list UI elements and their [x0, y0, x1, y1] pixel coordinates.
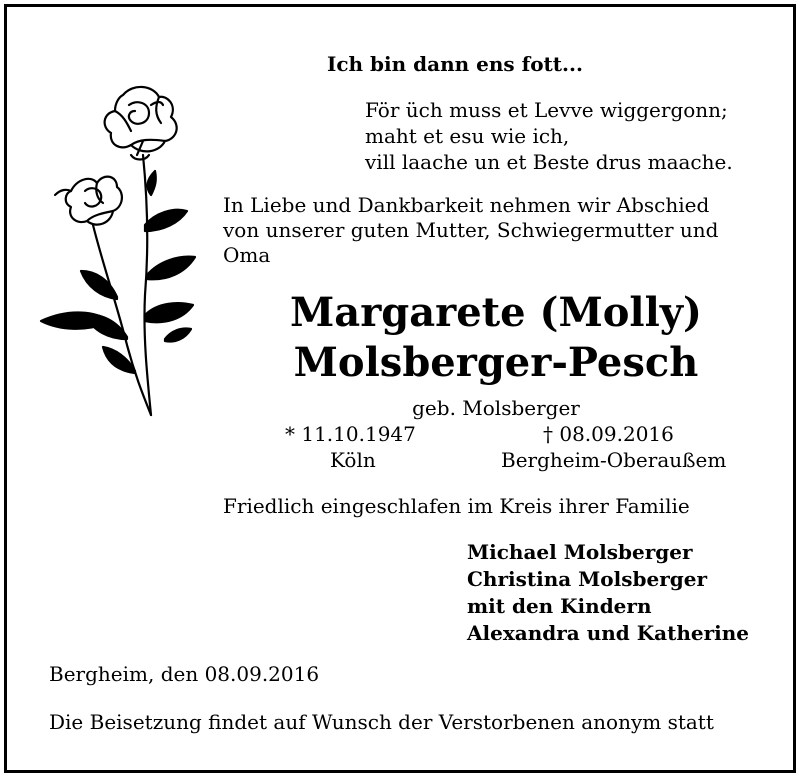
intro-line: von unserer guten Mutter, Schwiegermutter und — [223, 218, 719, 242]
birth-date: * 11.10.1947 — [285, 422, 416, 446]
poem-line: maht et esu wie ich, — [365, 124, 570, 148]
place-date: Bergheim, den 08.09.2016 — [49, 662, 320, 686]
peace-line: Friedlich eingeschlafen im Kreis ihrer Familie — [223, 494, 690, 518]
death-date: † 08.09.2016 — [543, 422, 674, 446]
intro-text — [223, 193, 718, 268]
family-member: Christina Molsberger — [467, 567, 707, 591]
family-member: mit den Kindern — [467, 594, 652, 618]
intro-line: Oma — [223, 243, 271, 267]
maiden-name: geb. Molsberger — [412, 396, 580, 420]
rose-icon — [31, 75, 211, 425]
family-member: Alexandra und Katherine — [467, 621, 749, 645]
deceased-name-line2: Molsberger-Pesch — [293, 339, 699, 386]
obituary-notice — [4, 4, 796, 773]
family-signature — [467, 539, 749, 647]
intro-line: In Liebe und Dankbarkeit nehmen wir Abschied — [223, 193, 710, 217]
burial-note: Die Beisetzung findet auf Wunsch der Verstorbenen anonym statt — [49, 710, 714, 734]
poem-line: vill laache un et Beste drus maache. — [365, 150, 733, 174]
deceased-name-line1: Margarete (Molly) — [290, 289, 702, 336]
birth-place: Köln — [330, 448, 376, 472]
heading: Ich bin dann ens fott... — [327, 52, 583, 76]
family-member: Michael Molsberger — [467, 540, 693, 564]
death-place: Bergheim-Oberaußem — [501, 448, 727, 472]
poem — [365, 97, 733, 175]
poem-line: För üch muss et Levve wiggergonn; — [365, 98, 728, 122]
